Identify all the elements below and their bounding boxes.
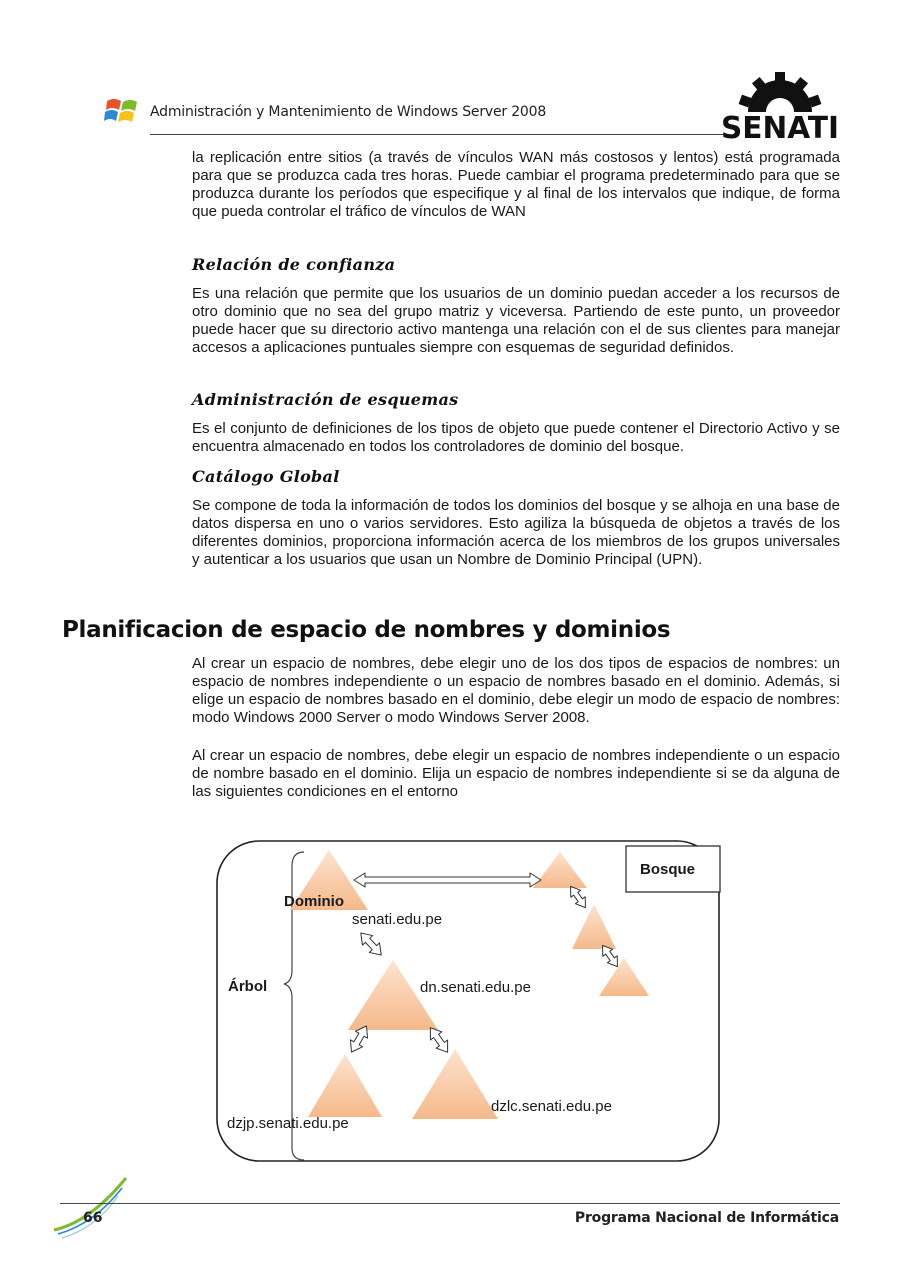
trust-heading: Relación de confianza: [192, 255, 396, 274]
leaf-left-label: dzjp.senati.edu.pe: [227, 1115, 349, 1132]
header-title: Administración y Mantenimiento de Windows Server 2008: [150, 104, 547, 120]
child-domain-label: dn.senati.edu.pe: [420, 979, 531, 996]
page-number: 66: [83, 1210, 103, 1226]
root-domain-label: senati.edu.pe: [352, 911, 443, 928]
leaf-left-triangle: [308, 1054, 382, 1117]
senati-logo: [718, 70, 842, 140]
trust-arrow-between-trees: [354, 873, 541, 887]
intro-paragraph: la replicación entre sitios (a través de vínculos WAN más costosos y lentos) está programada para que se produzca cada tres horas. Puede cambiar el programa predeterminado para que se produzca durante los períodos que especifique y al final de los intervalos que indique, de forma que pueda controlar el tráfico de vínculos de WAN: [192, 149, 840, 220]
leaf-right-label: dzlc.senati.edu.pe: [491, 1098, 612, 1115]
catalog-paragraph: Se compone de toda la información de todos los dominios del bosque y se alhoja en una base de datos dispersa en uno o varios servidores. Esto agiliza la búsqueda de objetos a través de los diferentes dominios, proporciona información acerca de los miembros de los grupos universales y autenticar a los usuarios que usan un Nombre de Dominio Principal (UPN).: [192, 497, 840, 568]
header-rule: [150, 134, 724, 135]
leaf-right-triangle: [412, 1049, 498, 1119]
section-paragraph-2: Al crear un espacio de nombres, debe elegir un espacio de nombres independiente o un espacio de nombre basado en el dominio. Elija un espacio de nombres independiente si se da alguna de las siguientes condiciones en el entorno: [192, 747, 840, 800]
forest-label: Bosque: [640, 861, 696, 878]
second-tree-child-triangle: [572, 904, 616, 949]
section-title: Planificacion de espacio de nombres y dominios: [62, 617, 671, 643]
second-tree-leaf-triangle: [599, 958, 649, 996]
footer-rule: [60, 1203, 840, 1204]
section-paragraph-1: Al crear un espacio de nombres, debe elegir uno de los dos tipos de espacios de nombres: un espacio de nombres independiente o un espacio de nombres basado en el dominio. Además, si elige un espacio de nombres basado en el dominio, debe elegir un modo de espacio de nombres: modo Windows 2000 Server o modo Windows Server 2008.: [192, 655, 840, 726]
gear-icon: [739, 72, 822, 112]
footer-program-name: Programa Nacional de Informática: [574, 1210, 839, 1226]
footer-swoosh-icon: [50, 1174, 130, 1244]
schema-paragraph: Es el conjunto de definiciones de los tipos de objeto que puede contener el Directorio Activo y se encuentra almacenado en todos los controladores de dominio del bosque.: [192, 420, 840, 455]
tree-label: Árbol: [228, 978, 268, 995]
domain-label: Dominio: [284, 893, 344, 910]
forest-diagram: [212, 836, 724, 1166]
schema-heading: Administración de esquemas: [192, 390, 459, 409]
windows-logo-icon: [103, 95, 143, 125]
senati-logo-text: SENATI: [721, 111, 839, 140]
trust-paragraph: Es una relación que permite que los usuarios de un dominio puedan acceder a los recursos de otro dominio que no sea del grupo matriz y viceversa. Partiendo de este punto, un proveedor puede hacer que su directorio activo mantenga una relación con el de sus clientes para manejar accesos a aplicaciones puntuales siempre con esquemas de seguridad definidos.: [192, 285, 840, 356]
catalog-heading: Catálogo Global: [192, 467, 340, 486]
second-tree-root-triangle: [533, 852, 587, 888]
arrow-root-to-child: [356, 928, 387, 959]
